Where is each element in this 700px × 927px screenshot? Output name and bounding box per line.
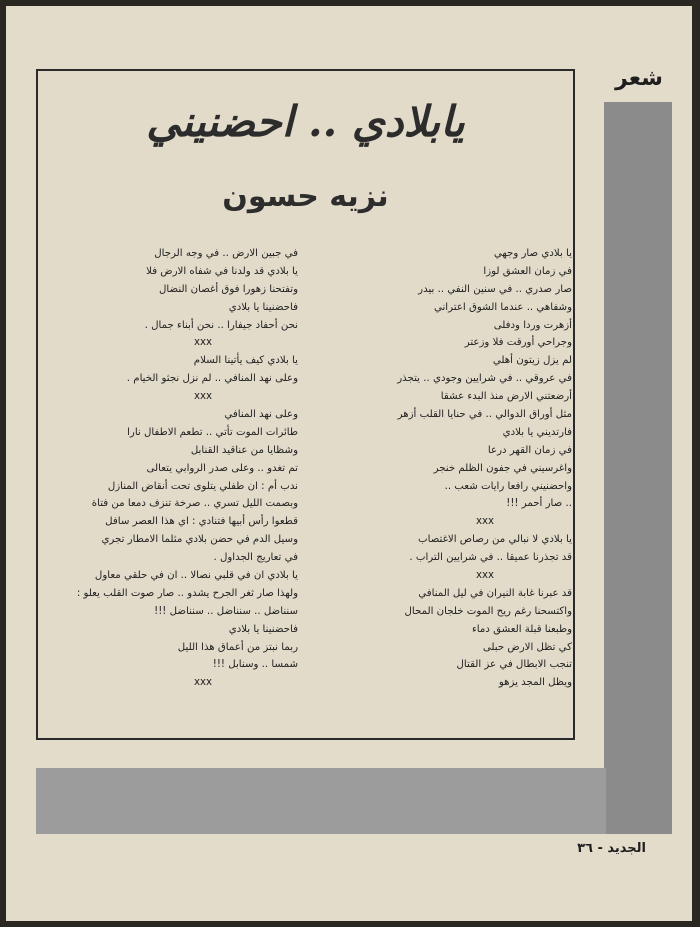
poem-line: وشفاهي .. عندما الشوق اعتراني bbox=[433, 301, 572, 313]
poem-line: ولهذا صار ثغر الجرح يشدو .. صار صوت القلب يعلو : bbox=[76, 587, 298, 599]
poem-line: لم يزل زيتون أهلي bbox=[492, 355, 572, 367]
poem-line: ربما نبتز من أعماق هذا الليل bbox=[177, 641, 298, 653]
poem-line: وجراحي أورقت فلا وزعتر bbox=[464, 337, 572, 349]
stanza-separator: xxx bbox=[475, 570, 495, 582]
poem-line: فارتديني يا بلادي bbox=[502, 426, 572, 438]
poem-line: وطبعنا قبلة العشق دماء bbox=[471, 623, 572, 635]
poem-line: تم تغدو .. وعلى صدر الروابي يتعالى bbox=[146, 462, 298, 474]
poem-line: نحن أحفاد جيفارا .. نحن أبناء جمال . bbox=[144, 319, 298, 331]
poem-line: أزهرت وردا ودفلى bbox=[493, 319, 572, 331]
poem-line: يا بلادي قد ولدنا في شفاه الارض فلا bbox=[146, 265, 298, 277]
poem-line: وتفتحنا زهورا فوق أغصان النضال bbox=[159, 283, 298, 295]
poem-line: كي تظل الارض حبلى bbox=[482, 641, 572, 653]
bottom-band bbox=[36, 768, 606, 834]
poem-line: يا بلادي كيف يأتينا السلام bbox=[193, 355, 298, 367]
stanza-separator: xxx bbox=[193, 391, 213, 403]
poem-line: سنناضل .. سنناضل .. سنناضل !!! bbox=[154, 605, 298, 617]
poem-line: واغرسيني في جفون الظلم خنجر bbox=[433, 462, 572, 474]
poem-line: مثل أوراق الدوالي .. في حنايا القلب أزهر bbox=[397, 409, 572, 421]
poem-box bbox=[36, 69, 575, 740]
poem-line: فاحضنينا يا بلادي bbox=[228, 301, 298, 313]
poem-line: في عروقي .. في شرايين وجودي .. يتجذر bbox=[397, 373, 572, 385]
poem-line: وعلى نهد المنافي .. لم نزل نجثو الخيام . bbox=[126, 373, 298, 385]
side-bar bbox=[604, 102, 672, 834]
poem-line: واحضنيني رافعا رايات شعب .. bbox=[444, 480, 572, 492]
poem-line: يا بلادي صار وجهي bbox=[493, 248, 572, 259]
poem-line: تنجب الابطال في عز القتال bbox=[456, 659, 572, 671]
stanza-separator: xxx bbox=[193, 677, 213, 689]
poet-name: نزيه حسون bbox=[222, 179, 389, 214]
poem-line: واكتسحنا رغم ريح الموت خلجان المحال bbox=[404, 605, 572, 617]
poem-line: وسيل الدم في حضن بلادي مثلما الامطار تجري bbox=[101, 534, 298, 546]
stanza-separator: xxx bbox=[475, 516, 495, 528]
poem-line: .. صار أحمر !!! bbox=[506, 498, 572, 510]
poem-line: في جبين الارض .. في وجه الرجال bbox=[154, 248, 298, 259]
page-footer: الجديد - ٣٦ bbox=[577, 841, 646, 856]
poem-line: قد عبرنا غابة النيران في ليل المنافي bbox=[418, 587, 572, 599]
poem-line: فاحضنينا يا بلادي bbox=[228, 623, 298, 635]
poem-line: يا بلادي لا نبالي من رصاص الاغتصاب bbox=[418, 534, 572, 546]
magazine-page bbox=[6, 6, 692, 921]
poem-line: وعلى نهد المنافي bbox=[224, 409, 298, 421]
poem-line: قطعوا رأس أبيها فتنادي : اي هذا العصر سافل bbox=[105, 516, 298, 528]
poem-column-left bbox=[48, 245, 298, 692]
poem-line: أرضعتني الارض منذ البدء عشقا bbox=[440, 391, 572, 403]
poem-line: قد تجذرنا عميقا .. في شرايين التراب . bbox=[409, 552, 572, 564]
poem-line: طائرات الموت تأتي .. تطعم الاطفال نارا bbox=[127, 426, 298, 438]
poem-line: وشظايا من عناقيد القنابل bbox=[190, 444, 298, 456]
poem-line: يا بلادي ان في قلبي نصالا .. ان في حلقي معاول bbox=[94, 570, 298, 582]
poem-line: شمسا .. وسنابل !!! bbox=[212, 659, 298, 671]
poem-column-right bbox=[338, 245, 572, 692]
poem-line: ندب أم : ان طفلي يتلوى تحت أنقاض المنازل bbox=[107, 480, 298, 492]
section-label: شعر bbox=[615, 66, 663, 91]
poem-line: في زمان القهر درعا bbox=[487, 444, 572, 456]
poem-title: يابلادي .. احضنيني bbox=[146, 97, 465, 146]
poem-line: في زمان العشق لوزا bbox=[483, 265, 572, 277]
stanza-separator: xxx bbox=[193, 337, 213, 349]
poem-line: في تعاريج الجداول . bbox=[213, 552, 298, 564]
poem-line: صار صدري .. في سنين النفي .. بيدر bbox=[418, 283, 572, 295]
poem-line: ويظل المجد يزهو bbox=[498, 677, 572, 689]
poem-line: وبصمت الليل تسري .. صرخة تنزف دمعا من فتاة bbox=[91, 498, 298, 510]
